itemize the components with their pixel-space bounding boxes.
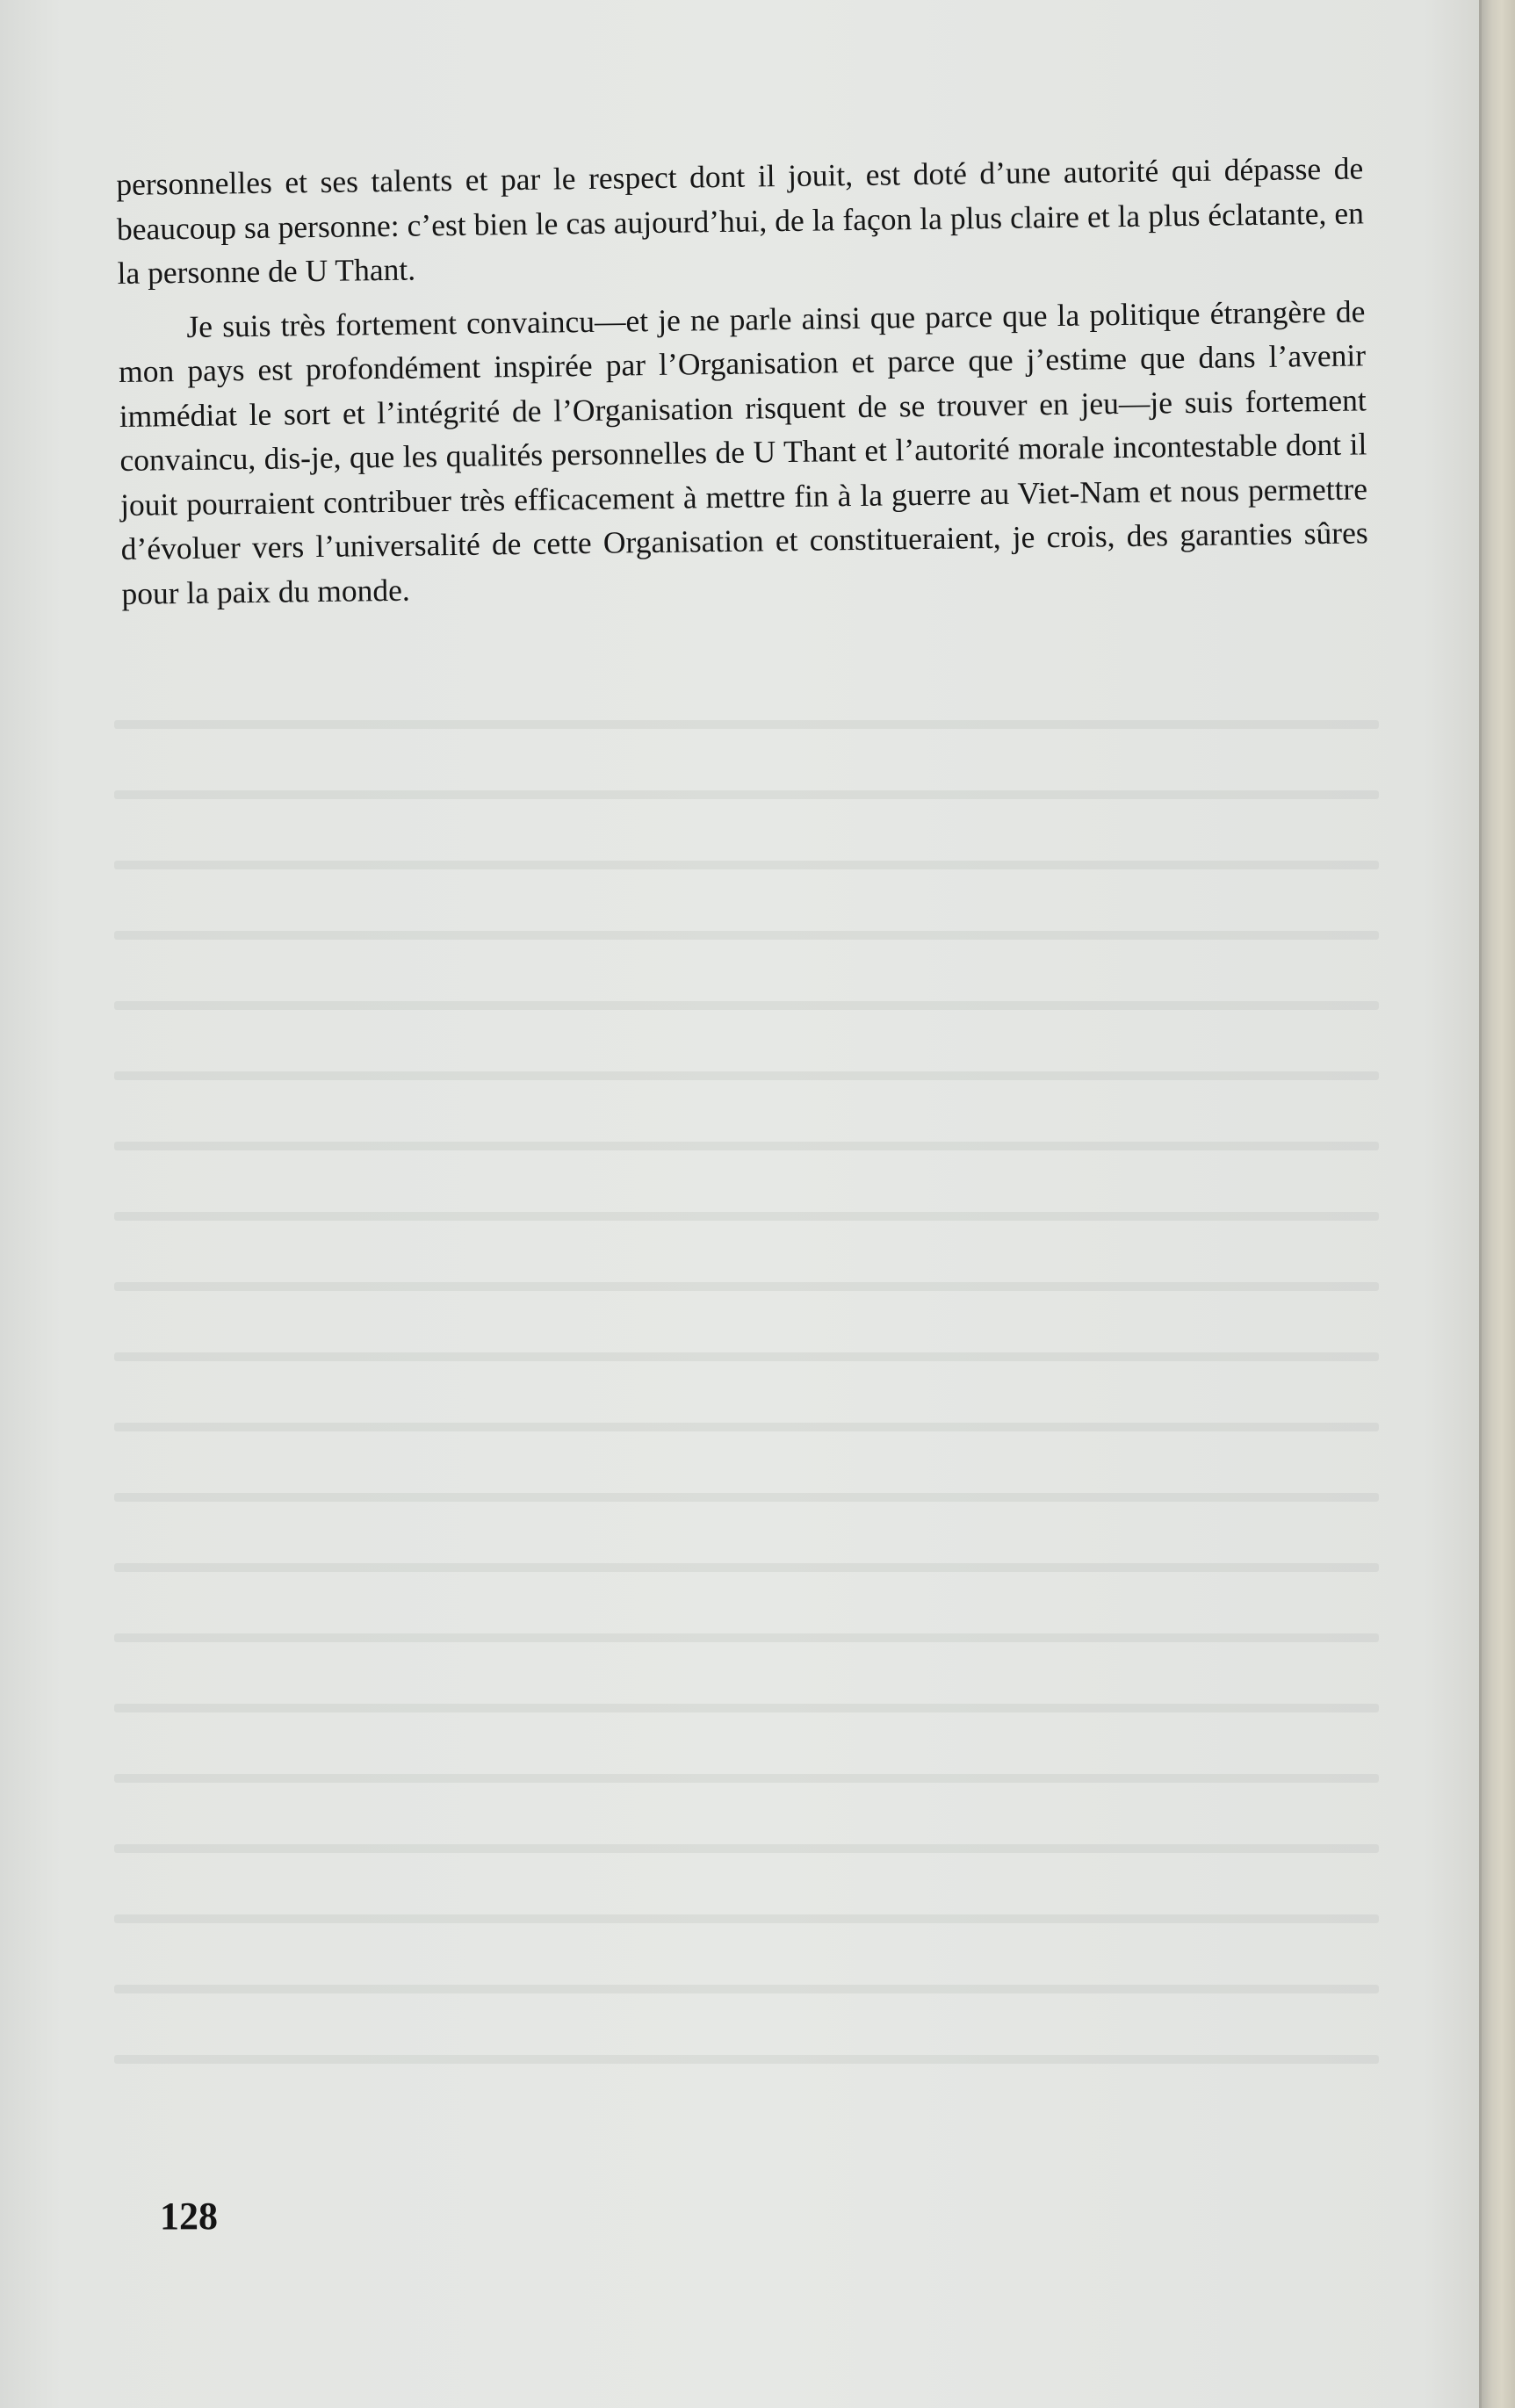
page-number: 128 bbox=[160, 2195, 218, 2238]
next-page-edge bbox=[1482, 0, 1515, 2408]
paragraph-2: Je suis très fortement convaincu—et je ne parle ainsi que parce que la politique étrangère de mon pays est profondément inspirée par l’Organisation et parce que j’estime que dans l’avenir immédiat le sort et l’intégrité de l’Organisation risquent de se trouver en jeu—je suis fortement convaincu, dis-je, que les qualités personnelles de U Thant et l’autorité morale incontestable dont il jouit pourraient contribuer très efficacement à mettre fin à la guerre au Viet-Nam et nous permettre d’évoluer vers l’universalité de cette Organisation et constitueraient, je crois, des garanties sûres pour la paix du monde. bbox=[118, 292, 1368, 611]
body-text bbox=[116, 146, 1369, 625]
paragraph-1: personnelles et ses talents et par le respect dont il jouit, est doté d’une autorité qui dépasse de beaucoup sa personne: c’est bien le cas aujourd’hui, de la façon la plus claire et la plus éclatante, en la personne de U Thant. bbox=[116, 150, 1365, 291]
